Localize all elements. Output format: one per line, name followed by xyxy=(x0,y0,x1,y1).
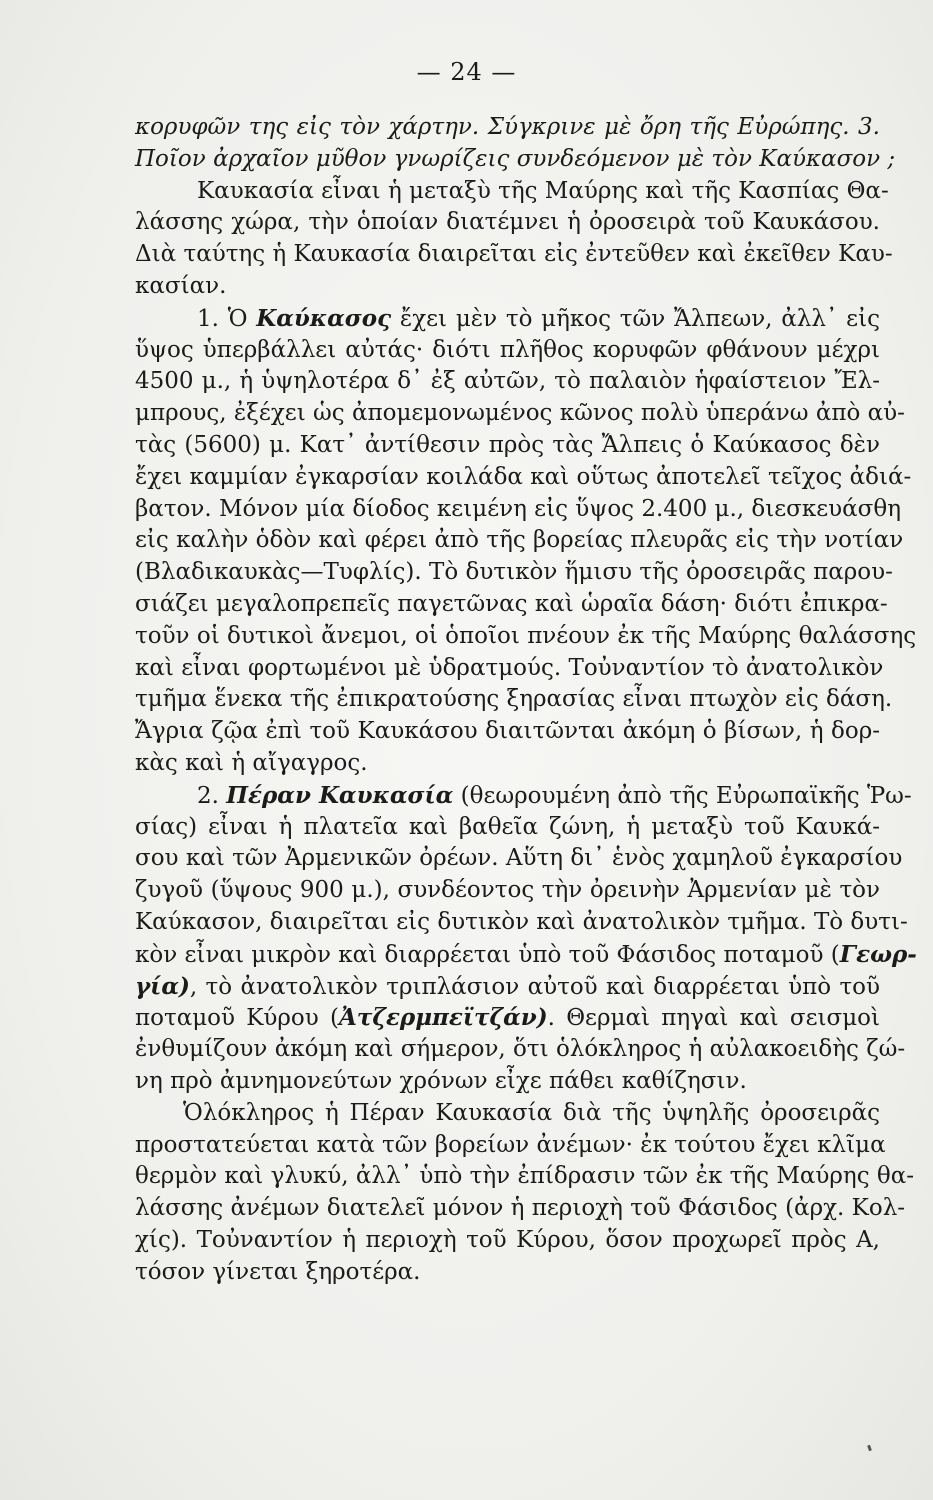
text-line: 4500 μ., ἡ ὑψηλοτέρα δ᾽ ἐξ αὐτῶν, τὸ παλαιὸν ἡφαίστειον Ἔλ- xyxy=(135,368,880,395)
text-line: Ἄγρια ζῷα ἐπὶ τοῦ Καυκάσου διαιτῶνται ἀκόμη ὁ βίσων, ἡ δορ- xyxy=(135,718,880,745)
term-georgia-cont: γία) xyxy=(135,972,190,1000)
section-number: 2. xyxy=(197,782,227,809)
text-line: Καυκασία εἶναι ἡ μεταξὺ τῆς Μαύρης καὶ τῆς Κασπίας Θα- xyxy=(197,177,889,204)
text-line: μπρους, ἐξέχει ὡς ἀπομεμονωμένος κῶνος πολὺ ὑπεράνω ἀπὸ αὐ- xyxy=(135,400,905,427)
text-line: νη πρὸ ἀμνημονεύτων χρόνων εἶχε πάθει καθίζησιν. xyxy=(135,1067,747,1094)
text-line: προστατεύεται κατὰ τῶν βορείων ἀνέμων· ἐκ τούτου ἔχει κλῖμα xyxy=(135,1131,886,1158)
text-line: ἐνθυμίζουν ἀκόμη καὶ σήμερον, ὅτι ὁλόκληρος ἡ αὐλακοειδὴς ζώ- xyxy=(135,1036,906,1063)
text-run: (θεωρουμένη ἀπὸ τῆς Εὐρωπαϊκῆς Ῥω- xyxy=(453,782,912,809)
paragraph-caucasus-start xyxy=(135,303,880,335)
text-line: ζυγοῦ (ὕψους 900 μ.), συνδέοντος τὴν ὀρεινὴν Ἀρμενίαν μὲ τὸν xyxy=(135,877,880,904)
text-line: θερμὸν καὶ γλυκύ, ἀλλ᾽ ὑπὸ τὴν ἐπίδρασιν τῶν ἐκ τῆς Μαύρης θα- xyxy=(135,1163,915,1190)
term-georgia: Γεωρ- xyxy=(839,940,917,968)
text-run: . Θερμαὶ πηγαὶ καὶ σεισμοὶ xyxy=(547,1005,881,1032)
text-line: σίας) εἶναι ἡ πλατεῖα καὶ βαθεῖα ζώνη, ἡ μεταξὺ τοῦ Καυκά- xyxy=(135,813,880,840)
page-number: — 24 — xyxy=(416,58,517,86)
text-run: ἔχει μὲν τὸ μῆκος τῶν Ἄλπεων, ἀλλ᾽ εἰς xyxy=(391,305,880,332)
paper-speck xyxy=(867,1445,872,1452)
text-line: σου καὶ τῶν Ἀρμενικῶν ὀρέων. Αὕτη δι᾽ ἑνὸς χαμηλοῦ ἐγκαρσίου xyxy=(135,845,903,872)
text-line: ἔχει καμμίαν ἐγκαρσίαν κοιλάδα καὶ οὕτως ἀποτελεῖ τεῖχος ἀδιά- xyxy=(135,463,912,490)
section-number: 1. Ὁ xyxy=(197,305,257,332)
text-line: βατον. Μόνον μία δίοδος κειμένη εἰς ὕψος 2.400 μ., διεσκευάσθη xyxy=(135,495,902,522)
paragraph-transcaucasia-start xyxy=(135,780,912,812)
text-line: λάσσης ἀνέμων διατελεῖ μόνον ἡ περιοχὴ τοῦ Φάσιδος (ἀρχ. Κολ- xyxy=(135,1195,906,1222)
text-line: Διὰ ταύτης ἡ Καυκασία διαιρεῖται εἰς ἐντεῦθεν καὶ ἐκεῖθεν Καυ- xyxy=(135,241,893,268)
text-line: Ὁλόκληρος ἡ Πέραν Καυκασία διὰ τῆς ὑψηλῆς ὀροσειρᾶς xyxy=(183,1099,880,1126)
text-line: κορυφῶν της εἰς τὸν χάρτην. Σύγκρινε μὲ ὄρη τῆς Εὐρώπης. 3. xyxy=(135,114,880,140)
text-line: ὕψος ὑπερβάλλει αὐτάς· διότι πλῆθος κορυφῶν φθάνουν μέχρι xyxy=(135,336,880,363)
text-line: Ποῖον ἀρχαῖον μῦθον γνωρίζεις συνδεόμενον μὲ τὸν Καύκασον ; xyxy=(135,145,896,172)
text-line: χίς). Τοὐναντίον ἡ περιοχὴ τοῦ Κύρου, ὅσον προχωρεῖ πρὸς Α, xyxy=(135,1226,880,1253)
text-line: τόσον γίνεται ξηροτέρα. xyxy=(135,1258,421,1285)
text-line xyxy=(135,1002,880,1034)
text-line: κασίαν. xyxy=(135,272,227,299)
text-run: , τὸ ἀνατολικὸν τριπλάσιον αὐτοῦ καὶ διαρρέεται ὑπὸ τοῦ xyxy=(189,973,880,1000)
text-line: εἰς καλὴν ὁδὸν καὶ φέρει ἀπὸ τῆς βορείας πλευρᾶς εἰς τὴν νοτίαν xyxy=(135,527,904,554)
text-run: ποταμοῦ Κύρου ( xyxy=(135,1005,339,1032)
text-line: τὰς (5600) μ. Κατ᾽ ἀντίθεσιν πρὸς τὰς Ἄλπεις ὁ Καύκασος δὲν xyxy=(135,431,880,458)
text-line: (Βλαδικαυκὰς—Τυφλίς). Τὸ δυτικὸν ἥμισυ τῆς ὀροσειρᾶς παρου- xyxy=(135,559,893,586)
text-line: καὶ εἶναι φορτωμένοι μὲ ὑδρατμούς. Τοὐναντίον τὸ ἀνατολικὸν xyxy=(135,654,884,681)
text-line xyxy=(135,939,917,971)
text-line: κὰς καὶ ἡ αἴγαγρος. xyxy=(135,749,368,776)
text-line: λάσσης χώρα, τὴν ὁποίαν διατέμνει ἡ ὀροσειρὰ τοῦ Καυκάσου. xyxy=(135,209,880,236)
text-line: τμῆμα ἕνεκα τῆς ἐπικρατούσης ξηρασίας εἶναι πτωχὸν εἰς δάση. xyxy=(135,686,893,713)
text-line: σιάζει μεγαλοπρεπεῖς παγετῶνας καὶ ὡραῖα δάση· διότι ἐπικρα- xyxy=(135,590,888,617)
text-line: Καύκασον, διαιρεῖται εἰς δυτικὸν καὶ ἀνατολικὸν τμῆμα. Τὸ δυτι- xyxy=(135,908,908,935)
term-caucasus: Καύκασος xyxy=(256,304,392,332)
text-line xyxy=(135,971,880,1003)
text-run: κὸν εἶναι μικρὸν καὶ διαρρέεται ὑπὸ τοῦ Φάσιδος ποταμοῦ ( xyxy=(135,941,840,968)
term-azerbaijan: Ἀτζερμπεϊτζάν) xyxy=(339,1004,548,1032)
term-transcaucasia: Πέραν Καυκασία xyxy=(226,781,454,809)
text-line: τοῦν οἱ δυτικοὶ ἄνεμοι, οἱ ὁποῖοι πνέουν ἐκ τῆς Μαύρης θαλάσσης xyxy=(135,622,917,649)
body-text xyxy=(135,112,917,1288)
